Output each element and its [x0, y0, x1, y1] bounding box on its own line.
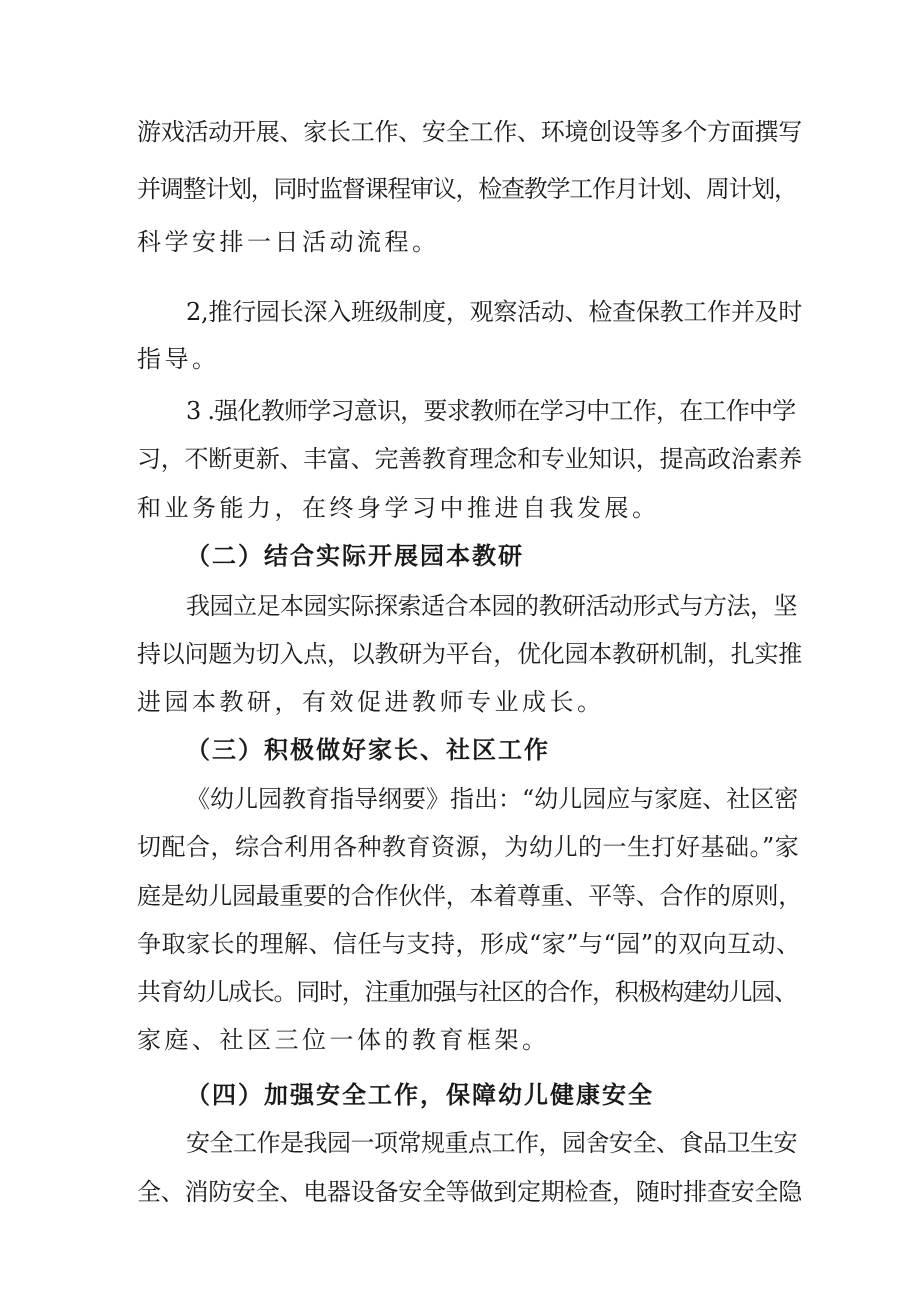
- paragraph-line: 全、消防安全、电器设备安全等做到定期检查，随时排查安全隐: [137, 1178, 802, 1206]
- paragraph-line: 持以问题为切入点，以教研为平台，优化园本教研机制，扎实推: [137, 640, 802, 668]
- paragraph-line: 我园立足本园实际探索适合本园的教研活动形式与方法，坚: [186, 592, 797, 620]
- paragraph-line: 科学安排一日活动流程。: [137, 228, 440, 256]
- section-heading-2: （二）结合实际开展园本教研: [186, 541, 524, 570]
- paragraph-line: 安全工作是我园一项常规重点工作，园舍安全、食品卫生安: [186, 1129, 797, 1157]
- paragraph-line: 游戏活动开展、家长工作、安全工作、环境创设等多个方面撰写: [137, 118, 802, 146]
- list-item-2-line: 指导。: [137, 345, 220, 373]
- paragraph-line: 庭是幼儿园最重要的合作伙伴，本着尊重、平等、合作的原则，: [137, 882, 802, 910]
- list-item-2-line: 2,推行园长深入班级制度，观察活动、检查保教工作并及时: [186, 298, 803, 326]
- paragraph-line: 家庭、社区三位一体的教育框架。: [137, 1026, 550, 1054]
- list-item-3-line: 3 .强化教师学习意识，要求教师在学习中工作，在工作中学: [186, 397, 796, 425]
- list-item-3-line: 习，不断更新、丰富、完善教育理念和专业知识，提高政治素养: [137, 445, 802, 473]
- list-item-3-line: 和业务能力，在终身学习中推进自我发展。: [137, 494, 660, 522]
- paragraph-line: 进园本教研，有效促进教师专业成长。: [137, 688, 605, 716]
- paragraph-line: 并调整计划，同时监督课程审议，检查教学工作月计划、周计划，: [137, 175, 797, 203]
- paragraph-line: 争取家长的理解、信任与支持，形成“家”与“园”的双向互动、: [137, 930, 801, 958]
- paragraph-line: 切配合，综合利用各种教育资源，为幼儿的一生打好基础。”家: [137, 833, 800, 861]
- section-heading-3: （三）积极做好家长、社区工作: [186, 735, 550, 764]
- paragraph-line: 《幼儿园教育指导纲要》指出：“幼儿园应与家庭、社区密: [186, 785, 799, 813]
- paragraph-line: 共育幼儿成长。同时，注重加强与社区的合作，积极构建幼儿园、: [137, 978, 797, 1006]
- section-heading-4: （四）加强安全工作，保障幼儿健康安全: [186, 1080, 654, 1109]
